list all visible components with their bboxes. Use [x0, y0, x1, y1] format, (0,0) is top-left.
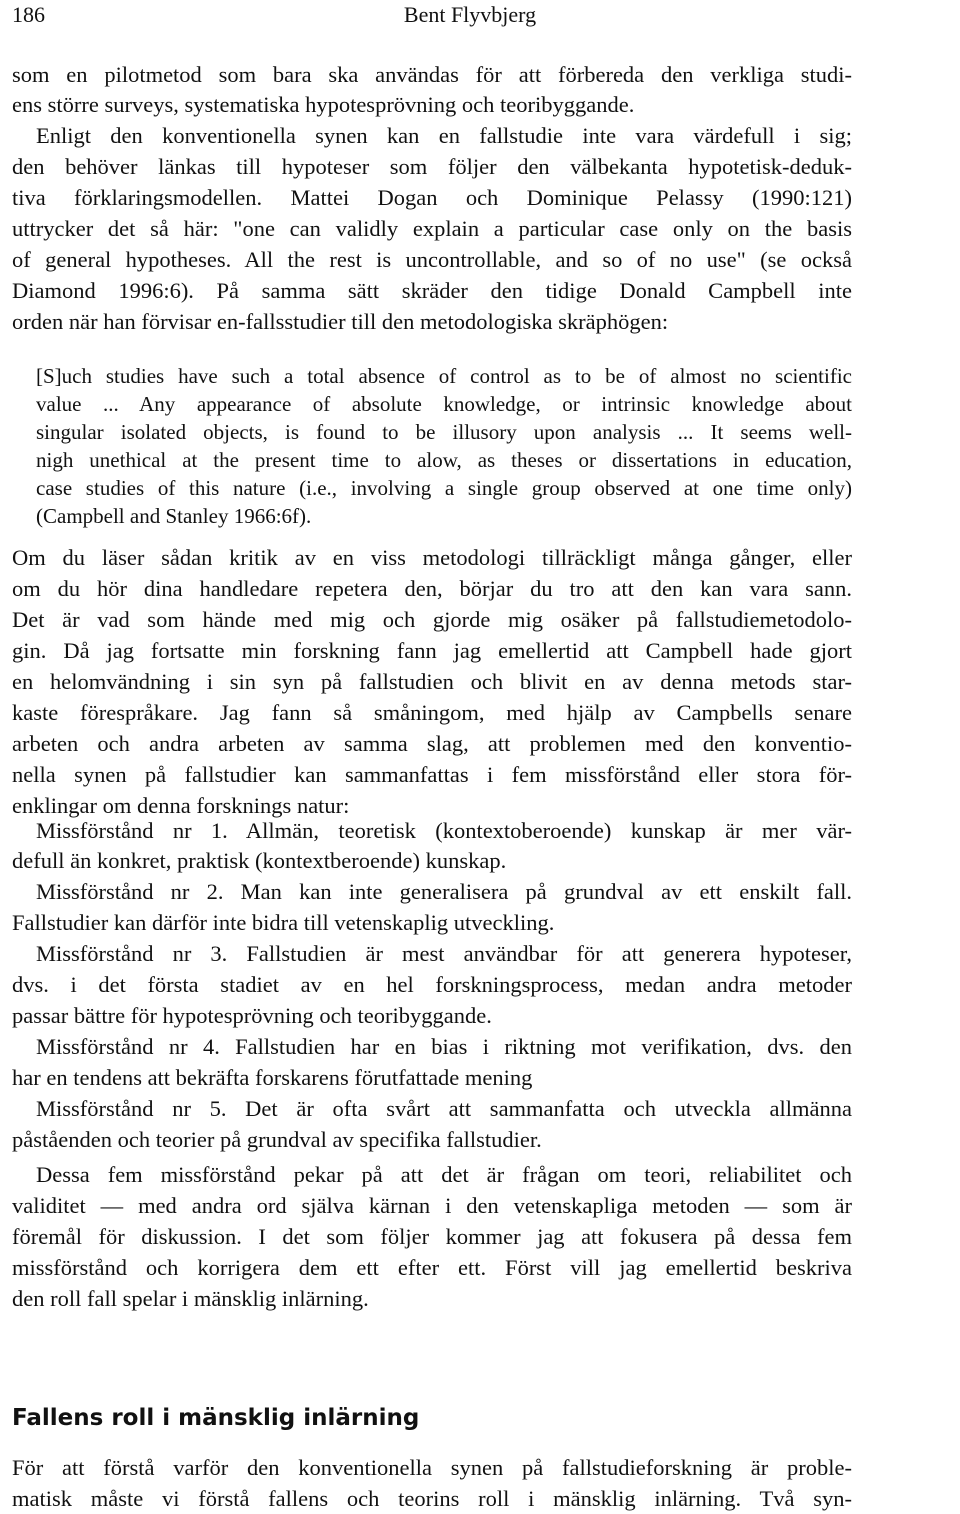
misunderstanding-line: Missförstånd nr 4. Fallstudien har en bias i riktning mot verifikation, dvs. den	[36, 1034, 852, 1059]
body-line: om du hör dina handledare repetera den, börjar du tro att den kan vara sann.	[12, 576, 852, 601]
body-line: of general hypotheses. All the rest is uncontrollable, and so of no use" (se också	[12, 247, 852, 272]
body-line: uttrycker det så här: "one can validly explain a particular case only on the basis	[12, 216, 852, 241]
quote-line: [S]uch studies have such a total absence of control as to be of almost no scientific	[36, 364, 852, 388]
quote-line: (Campbell and Stanley 1966:6f).	[36, 504, 312, 528]
body-line: Enligt den konventionella synen kan en fallstudie inte vara värdefull i sig;	[36, 123, 852, 148]
body-line: missförstånd och korrigera dem ett efter ett. Först vill jag emellertid beskriva	[12, 1255, 852, 1280]
misunderstanding-line: Missförstånd nr 1. Allmän, teoretisk (kontextoberoende) kunskap är mer vär-	[36, 818, 852, 843]
quote-line: case studies of this nature (i.e., involving a single group observed at one time only)	[36, 476, 852, 500]
body-line: orden när han förvisar en-fallsstudier till den metodologiska skräphögen:	[12, 309, 669, 334]
running-head: Bent Flyvbjerg	[403, 2, 537, 27]
body-line: föremål för diskussion. I det som följer kommer jag att fokusera på dessa fem	[12, 1224, 852, 1249]
quote-line: value ... Any appearance of absolute knowledge, or intrinsic knowledge about	[36, 392, 852, 416]
body-line: Dessa fem missförstånd pekar på att det är frågan om teori, reliabilitet och	[36, 1162, 852, 1187]
body-line: arbeten och andra arbeten av samma slag, att problemen med den konventio-	[12, 731, 852, 756]
body-line: enklingar om denna forsknings natur:	[12, 793, 350, 818]
page-header	[12, 2, 928, 32]
body-line: För att förstå varför den konventionella synen på fallstudieforskning är proble-	[12, 1455, 852, 1480]
body-line: en helomvändning i sin syn på fallstudien och blivit en av denna metods star-	[12, 669, 852, 694]
body-line: som en pilotmetod som bara ska användas för att förbereda den verkliga studi-	[12, 62, 852, 87]
section-heading: Fallens roll i mänsklig inlärning	[12, 1405, 420, 1431]
body-line: Det är vad som hände med mig och gjorde mig osäker på fallstudiemetodolo-	[12, 607, 852, 632]
body-line: validitet — med andra ord själva kärnan i den vetenskapliga metoden — som är	[12, 1193, 852, 1218]
body-line: ens större surveys, systematiska hypotesprövning och teoribyggande.	[12, 92, 635, 117]
quote-line: nigh unethical at the present time to alow, as theses or dissertations in education,	[36, 448, 852, 472]
misunderstanding-line: Missförstånd nr 5. Det är ofta svårt att sammanfatta och utveckla allmänna	[36, 1096, 852, 1121]
body-line: Diamond 1996:6). På samma sätt skräder den tidige Donald Campbell inte	[12, 278, 852, 303]
misunderstanding-line: defull än konkret, praktisk (kontextberoende) kunskap.	[12, 848, 507, 873]
misunderstanding-line: påståenden och teorier på grundval av specifika fallstudier.	[12, 1127, 542, 1152]
body-line: Om du läser sådan kritik av en viss metodologi tillräckligt många gånger, eller	[12, 545, 852, 570]
body-line: gin. Då jag fortsatte min forskning fann jag emellertid att Campbell hade gjort	[12, 638, 852, 663]
body-line: kaste förespråkare. Jag fann så småningom, med hjälp av Campbells senare	[12, 700, 852, 725]
misunderstanding-line: har en tendens att bekräfta forskarens förutfattade mening	[12, 1065, 533, 1090]
page-number: 186	[12, 2, 45, 27]
body-line: den behöver länkas till hypoteser som följer den välbekanta hypotetisk-deduk-	[12, 154, 852, 179]
misunderstanding-line: passar bättre för hypotesprövning och teoribyggande.	[12, 1003, 492, 1028]
misunderstanding-line: Missförstånd nr 3. Fallstudien är mest användbar för att generera hypoteser,	[36, 941, 852, 966]
body-line: tiva förklaringsmodellen. Mattei Dogan och Dominique Pelassy (1990:121)	[12, 185, 852, 210]
misunderstanding-line: Missförstånd nr 2. Man kan inte generalisera på grundval av ett enskilt fall.	[36, 879, 852, 904]
body-line: matisk måste vi förstå fallens och teorins roll i mänsklig inlärning. Två syn-	[12, 1486, 852, 1511]
body-line: den roll fall spelar i mänsklig inlärning.	[12, 1286, 369, 1311]
quote-line: singular isolated objects, is found to be illusory upon analysis ... It seems well-	[36, 420, 852, 444]
body-line: nella synen på fallstudier kan sammanfattas i fem missförstånd eller stora för-	[12, 762, 852, 787]
misunderstanding-line: dvs. i det första stadiet av en hel forskningsprocess, medan andra metoder	[12, 972, 852, 997]
misunderstanding-line: Fallstudier kan därför inte bidra till vetenskaplig utveckling.	[12, 910, 555, 935]
